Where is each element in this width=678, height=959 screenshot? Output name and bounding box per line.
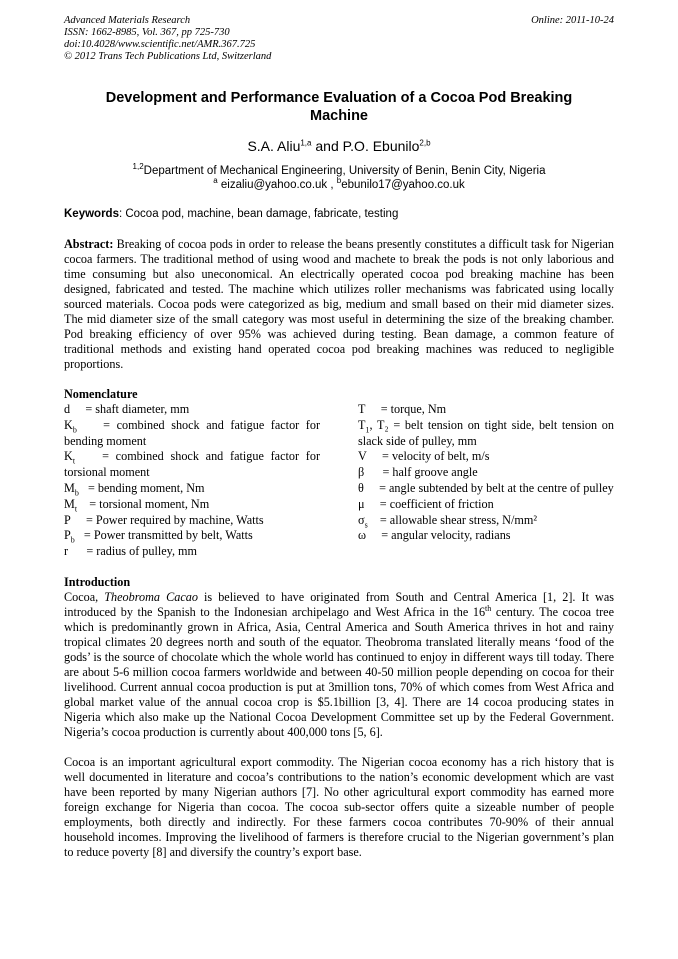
nomenclature-heading: Nomenclature [64,387,138,401]
nomenclature-entry [64,449,320,481]
nomen-description: , T₂ = belt tension on tight side, belt tension on slack side of pulley, mm [358,417,614,448]
keywords-text: : Cocoa pod, machine, bean damage, fabricate, testing [118,208,399,220]
nomen-symbol: β [358,465,365,480]
nomen-description: = shaft diameter, mm [85,402,190,416]
author-line [64,137,614,155]
nomen-description: = allowable shear stress, N/mm² [379,512,537,527]
nomen-description: = Power transmitted by belt, Watts [83,528,253,543]
nomen-description: = combined shock and fatigue factor for bending moment [64,417,321,448]
email-line [64,178,614,192]
abstract-text: Breaking of cocoa pods in order to release the beans presently constitutes a difficult task for Nigerian cocoa farmers. The traditional method of using wood and machete to break the pods is not only laborious and time consuming but also uneconomical. An electrically operated cocoa pod breaking machine has been designed, fabricated and tested. The machine which utilizes roller mechanisms was fabricated using locally sourced materials. Cocoa pods were categorized as big, medium and small based on their mid diameter sizes. The mid diameter size of the small category was most useful in determining the size of the breaking chamber. Pod breaking efficiency of over 95% was achieved during testing. Bean damage, a common feature of traditional methods and existing hand operated cocoa pod breaking machines was reduced to negligible proportions. [64,237,614,371]
introduction-paragraph-1 [64,590,614,740]
intro-text: century. The cocoa tree which is predominantly grown in Africa, Asia, Central America and South America thrives in hot and rainy tropical climates 20 degrees north and south of the equator. Theobroma translated literally means ‘food of the gods’ is the source of chocolate which the whole world has continued to enjoy in different ways till today. There are about 5-6 million cocoa farmers worldwide and between 40-50 million people depending on cocoa for their livelihood. Current annual cocoa production is put at 3million tons, 70% of which comes from West Africa and global market value of the annual cocoa crop is $5.1billion [3, 4]. There are 14 cocoa producing states in Nigeria which also make up the National Cocoa Development Committee set up by the Federal Government. Nigeria’s cocoa production is currently about 400,000 tons [5, 6]. [64,604,614,739]
department-text: Department of Mechanical Engineering, University of Benin, Benin City, Nigeria [143,165,546,177]
nomenclature-entry [64,528,320,544]
nomen-symbol: ω [358,528,367,543]
copyright-line: © 2012 Trans Tech Publications Ltd, Switzerland [64,51,272,62]
nomen-description: = torque, Nm [380,402,447,416]
nomen-description: = Power required by machine, Watts [86,512,264,527]
abstract-label: Abstract: [64,237,114,251]
email-b-sup: b [336,176,342,186]
intro-text: is believed to have originated from South and Central America [1, 2]. It was introduced by the Spanish to the Indonesian archipelago and West Africa in the 16 [64,589,614,619]
nomen-description: = combined shock and fatigue factor for torsional moment [64,449,320,480]
nomen-symbol: T [358,402,366,416]
issn-line: ISSN: 1662-8985, Vol. 367, pp 725-730 [64,27,230,38]
email-a: eizaliu@yahoo.co.uk , [217,179,337,191]
nomenclature-list [64,402,614,560]
introduction-heading: Introduction [64,574,131,589]
nomenclature-entry [358,449,614,465]
nomen-symbol: θ [358,480,364,495]
nomen-symbol: P [64,512,71,527]
author-and: and [311,138,343,154]
nomen-subscript: b [72,425,77,435]
nomenclature-entry [64,544,320,560]
nomenclature-entry [64,497,320,513]
paper-page [64,15,614,860]
journal-header [64,15,614,63]
nomen-description: = bending moment, Nm [87,480,205,495]
author-2: P.O. Ebunilo [342,138,420,154]
nomen-symbol: μ [358,496,365,511]
author-1: S.A. Aliu [247,138,301,154]
nomenclature-entry [358,497,614,513]
nomen-symbol: T [358,417,366,432]
nomen-symbol: M [64,496,75,511]
intro-species-name: Theobroma Cacao [104,589,198,604]
nomen-subscript: 1 [365,425,370,435]
journal-name: Advanced Materials Research [64,15,191,26]
nomenclature-entry [358,402,614,418]
nomen-description: = coefficient of friction [379,496,494,511]
nomen-description: = angular velocity, radians [381,528,511,543]
nomenclature-right-column [358,402,614,560]
keywords [64,207,614,221]
nomen-description: = velocity of belt, m/s [382,449,490,464]
nomenclature-entry [358,418,614,450]
intro-superscript: th [485,603,492,613]
nomen-subscript: t [74,504,78,514]
nomenclature-entry [64,402,320,418]
paper-title: Development and Performance Evaluation of a Cocoa Pod Breaking Machine [105,90,573,124]
nomen-description: = angle subtended by belt at the centre of pulley [379,480,614,495]
introduction-paragraph-2: Cocoa is an important agricultural export commodity. The Nigerian cocoa economy has a rich history that is well documented in literature and cocoa’s contributions to the nation’s economic development which are vast have been reported by many Nigerian authors [7]. No other agricultural export commodity has earned more foreign exchange for Nigeria than cocoa. The cocoa sub-sector offers quite a sizeable number of people employments, both directly and indirectly. For these farmers cocoa contributes 70-90% of their annual household incomes. Improving the livelihood of farmers is therefore crucial to the Nigerian government’s plan to reduce poverty [8] and diversify the country’s export base. [64,754,614,859]
nomen-subscript: b [70,535,75,545]
nomenclature-entry [64,481,320,497]
abstract [64,237,614,372]
nomen-symbol: P [64,528,71,543]
nomen-subscript: s [364,520,368,530]
email-a-sup: a [213,176,218,186]
keywords-label: Keywords [64,208,119,220]
nomen-symbol: K [64,449,73,464]
nomenclature-entry [358,513,614,529]
nomenclature-left-column [64,402,320,560]
nomenclature-entry [358,465,614,481]
nomen-symbol: V [358,449,367,464]
nomen-symbol: r [64,544,69,559]
affiliation [64,164,614,192]
nomenclature-entry [64,418,320,450]
nomen-symbol: K [64,417,73,432]
author-1-sup: 1,a [300,138,312,148]
nomen-subscript: b [74,488,79,498]
author-2-sup: 2,b [419,138,431,148]
online-date: Online: 2011-10-24 [531,15,614,26]
department-sup: 1,2 [132,162,144,172]
nomen-symbol: σ [358,512,365,527]
nomenclature-entry [358,481,614,497]
nomen-description: = half groove angle [382,465,478,480]
nomenclature-entry [358,528,614,544]
doi-line: doi:10.4028/www.scientific.net/AMR.367.725 [64,39,256,50]
nomen-description: = torsional moment, Nm [89,496,210,511]
nomenclature-entry [64,513,320,529]
email-b: ebunilo17@yahoo.co.uk [341,179,465,191]
nomen-symbol: M [64,480,75,495]
nomen-symbol: d [64,402,71,416]
nomen-description: = radius of pulley, mm [86,544,198,559]
nomen-subscript: t [72,456,76,466]
intro-text: Cocoa, [64,589,105,604]
